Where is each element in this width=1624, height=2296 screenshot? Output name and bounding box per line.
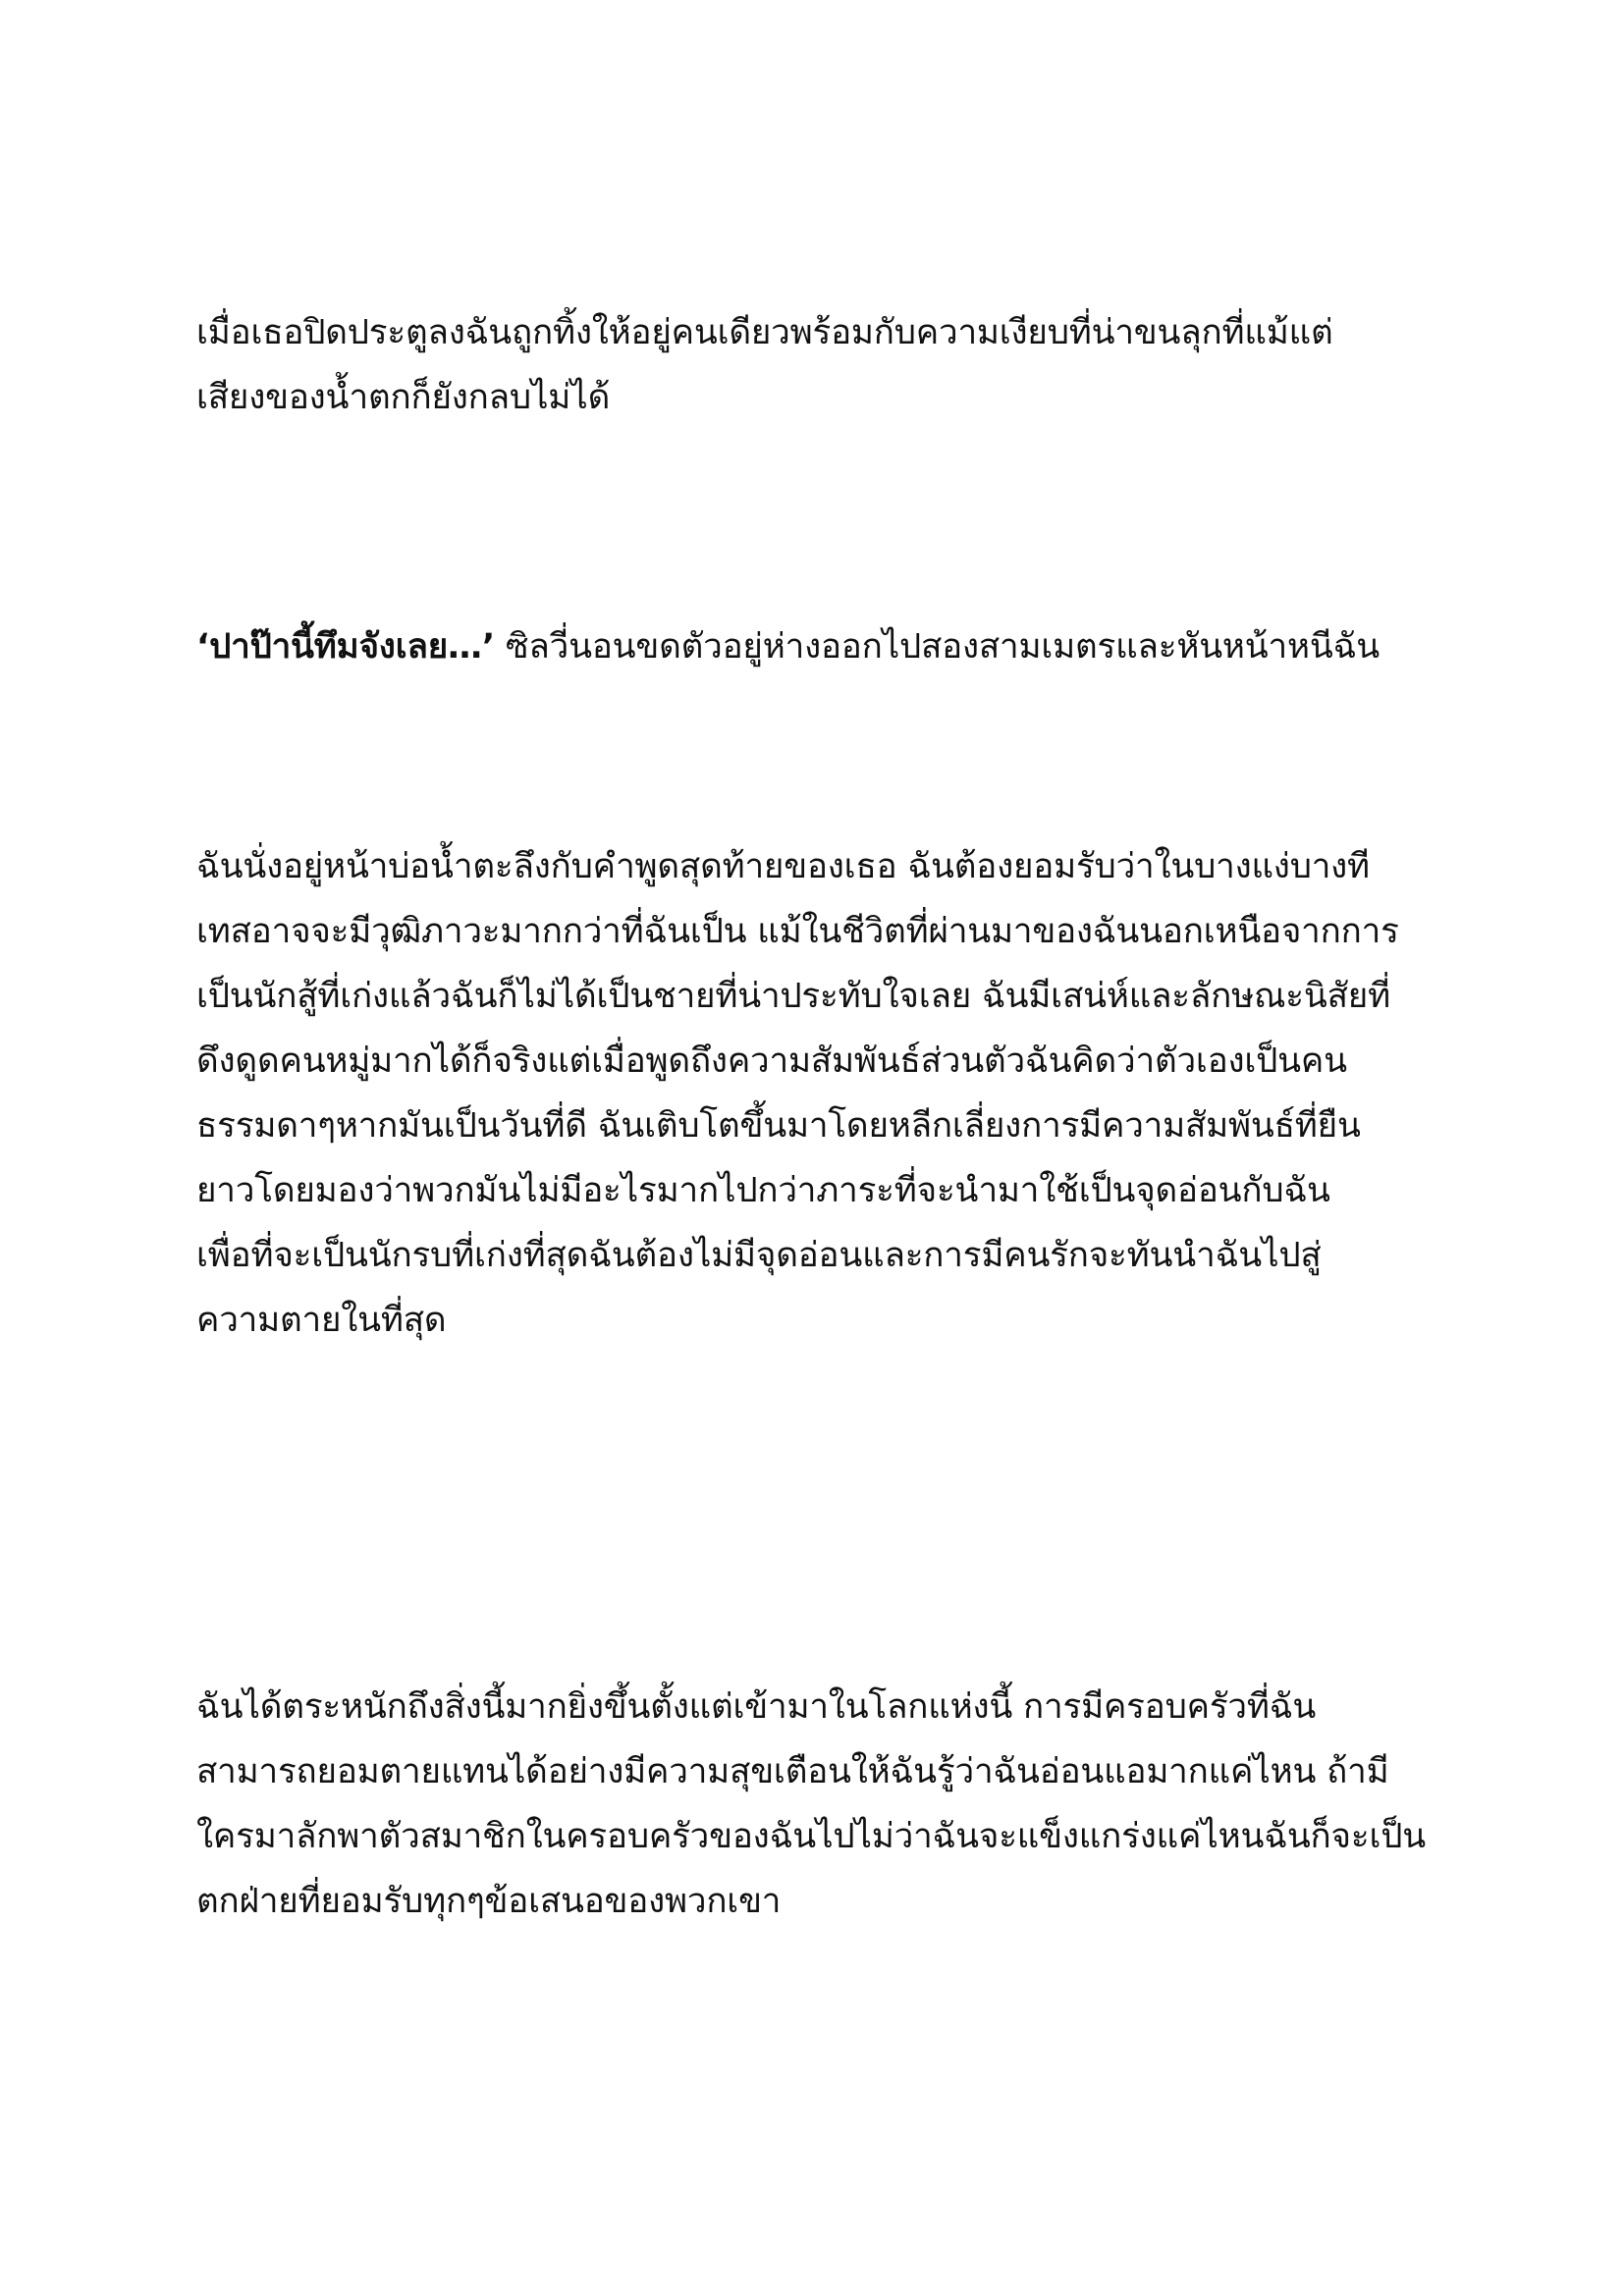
paragraph-line: เพื่อที่จะเป็นนักรบที่เก่งที่สุดฉันต้องไม่มีจุดอ่อนและการมีคนรักจะทันนำฉันไปสู่ bbox=[196, 1236, 1322, 1275]
paragraph-4 bbox=[196, 1675, 1453, 1934]
paragraph-line bbox=[196, 614, 1453, 679]
paragraph-line: เป็นนักสู้ที่เก่งแล้วฉันก็ไม่ได้เป็นชายที่น่าประทับใจเลย ฉันมีเสน่ห์และลักษณะนิสัยที่ bbox=[196, 977, 1390, 1016]
paragraph-line: ตกฝ่ายที่ยอมรับทุกๆข้อเสนอของพวกเขา bbox=[196, 1882, 782, 1921]
paragraph-line: ดึงดูดคนหมู่มากได้ก็จริงแต่เมื่อพูดถึงความสัมพันธ์ส่วนตัวฉันคิดว่าตัวเองเป็นคน bbox=[196, 1041, 1347, 1081]
paragraph-line: เทสอาจจะมีวุฒิภาวะมากกว่าที่ฉันเป็น แม้ในชีวิตที่ผ่านมาของฉันนอกเหนือจากการ bbox=[196, 912, 1399, 951]
paragraph-line: สามารถยอมตายแทนได้อย่างมีความสุขเตือนให้ฉันรู้ว่าฉันอ่อนแอมากแค่ไหน ถ้ามี bbox=[196, 1752, 1389, 1791]
paragraph-3 bbox=[196, 834, 1453, 1353]
paragraph-line: ความตายในที่สุด bbox=[196, 1301, 447, 1340]
paragraph-line: ฉันนั่งอยู่หน้าบ่อน้ำตะลึงกับคำพูดสุดท้ายของเธอ ฉันต้องยอมรับว่าในบางแง่บางที bbox=[196, 847, 1370, 886]
dialogue-quote: ‘ปาป๊านี้ทึมจังเลย…’ bbox=[196, 627, 495, 667]
paragraph-line: ใครมาลักพาตัวสมาชิกในครอบครัวของฉันไปไม่ว่าฉันจะแข็งแกร่งแค่ไหนฉันก็จะเป็น bbox=[196, 1817, 1426, 1856]
paragraph-1 bbox=[196, 300, 1453, 430]
paragraph-line: ฉันได้ตระหนักถึงสิ่งนี้มากยิ่งขึ้นตั้งแต่เข้ามาในโลกแห่งนี้ การมีครอบครัวที่ฉัน bbox=[196, 1687, 1317, 1727]
paragraph-2 bbox=[196, 614, 1453, 679]
paragraph-line: ยาวโดยมองว่าพวกมันไม่มีอะไรมากไปกว่าภาระที่จะนำมาใช้เป็นจุดอ่อนกับฉัน bbox=[196, 1171, 1330, 1210]
dialogue-narration: ซิลวี่นอนขดตัวอยู่ห่างออกไปสองสามเมตรและหันหน้าหนีฉัน bbox=[494, 627, 1380, 667]
paragraph-line: เสียงของน้ำตกก็ยังกลบไม่ได้ bbox=[196, 378, 611, 417]
paragraph-line: เมื่อเธอปิดประตูลงฉันถูกทิ้งให้อยู่คนเดียวพร้อมกับความเงียบที่น่าขนลุกที่แม้แต่ bbox=[196, 313, 1333, 352]
paragraph-line: ธรรมดาๆหากมันเป็นวันที่ดี ฉันเติบโตขึ้นมาโดยหลีกเลี่ยงการมีความสัมพันธ์ที่ยืน bbox=[196, 1106, 1361, 1146]
